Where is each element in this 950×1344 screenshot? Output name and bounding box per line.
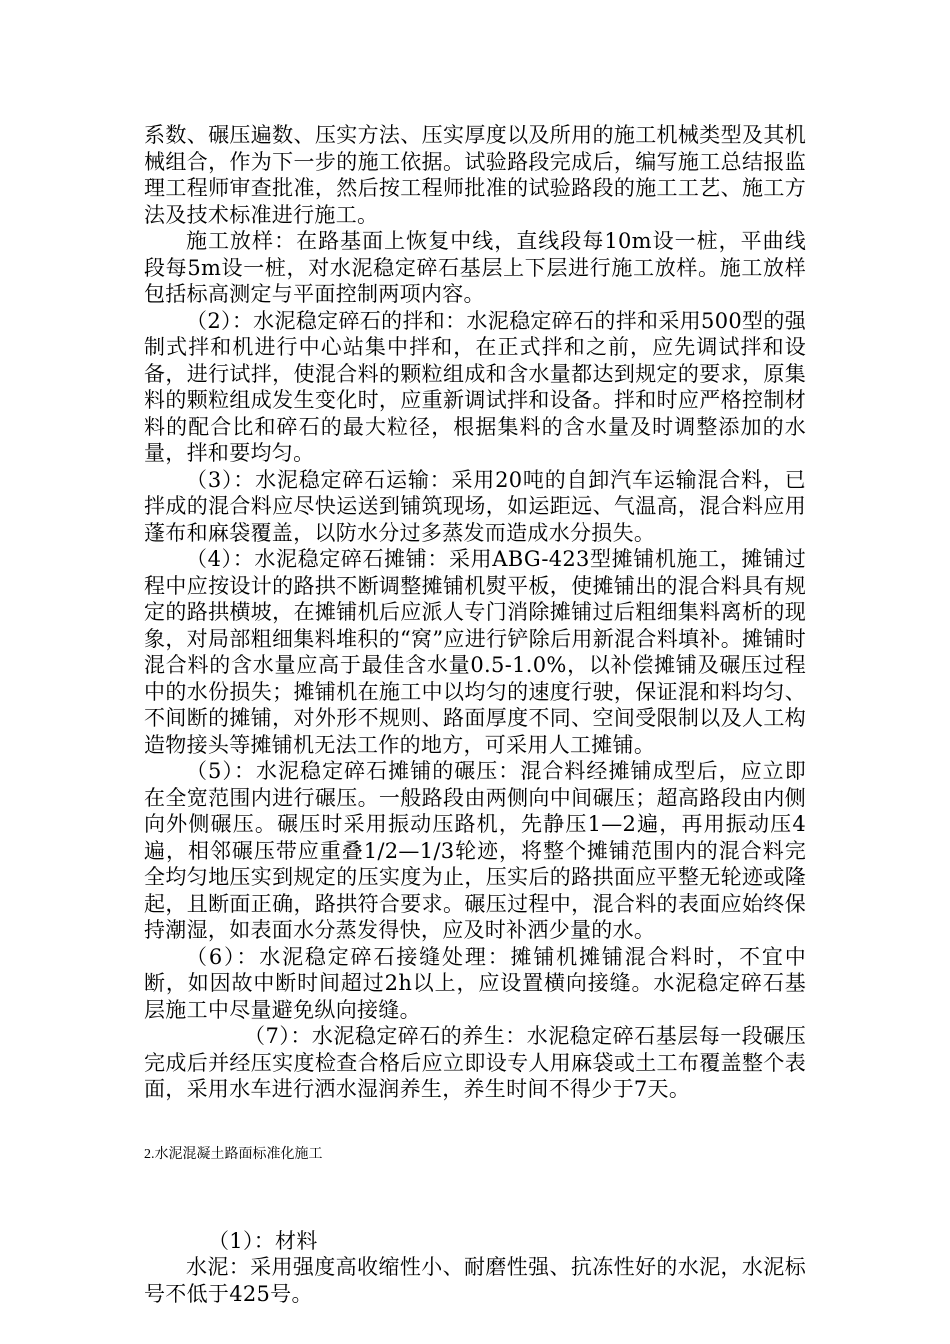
paragraph-test-section-summary: 系数、碾压遍数、压实方法、压实厚度以及所用的施工机械类型及其机械组合，作为下一步的施工依据。试验路段完成后，编写施工总结报监理工程师审查批准，然后按工程师批准的试验路段的施工工艺、施工方法及技术标准进行施工。 (144, 123, 806, 227)
section-heading: 2.水泥混凝土路面标准化施工 (144, 1146, 323, 1162)
paragraph-joint-treatment: （6）：水泥稳定碎石接缝处理：摊铺机摊铺混合料时，不宜中断，如因故中断时间超过2h以上，应设置横向接缝。水泥稳定碎石基层施工中尽量避免纵向接缝。 (144, 944, 806, 1022)
paragraph-cement: 水泥：采用强度高收缩性小、耐磨性强、抗冻性好的水泥，水泥标号不低于425号。 (144, 1255, 806, 1306)
document-page (144, 122, 806, 1307)
paragraph-mixing: （2）：水泥稳定碎石的拌和：水泥稳定碎石的拌和采用500型的强制式拌和机进行中心站集中拌和，在正式拌和之前，应先调试拌和设备，进行试拌，使混合料的颗粒组成和含水量都达到规定的要求，原集料的颗粒组成发生变化时，应重新调试拌和设备。拌和时应严格控制材料的配合比和碎石的最大粒径，根据集料的含水量及时调整添加的水量，拌和要均匀。 (144, 308, 806, 465)
paragraph-construction-setout: 施工放样：在路基面上恢复中线，直线段每10m设一桩，平曲线段每5m设一桩，对水泥稳定碎石基层上下层进行施工放样。施工放样包括标高测定与平面控制两项内容。 (144, 229, 806, 306)
paragraph-compaction: （5）：水泥稳定碎石摊铺的碾压：混合料经摊铺成型后，应立即在全宽范围内进行碾压。一般路段由两侧向中间碾压；超高路段由内侧向外侧碾压。碾压时采用振动压路机，先静压1—2遍，再用振动压4遍，相邻碾压带应重叠1/2—1/3轮迹，将整个摊铺范围内的混合料完全均匀地压实到规定的压实度为止，压实后的路拱面应平整无轮迹或隆起，且断面正确，路拱符合要求。碾压过程中，混合料的表面应始终保持潮湿，如表面水分蒸发得快，应及时补洒少量的水。 (144, 759, 806, 942)
paragraph-curing: （7）：水泥稳定碎石的养生：水泥稳定碎石基层每一段碾压完成后并经压实度检查合格后应立即设专人用麻袋或土工布覆盖整个表面，采用水车进行洒水湿润养生，养生时间不得少于7天。 (144, 1024, 806, 1101)
paragraph-paving: （4）：水泥稳定碎石摊铺：采用ABG-423型摊铺机施工，摊铺过程中应按设计的路拱不断调整摊铺机熨平板，使摊铺出的混合料具有规定的路拱横坡，在摊铺机后应派人专门消除摊铺过后粗细集料离析的现象，对局部粗细集料堆积的“窝”应进行铲除后用新混合料填补。摊铺时混合料的含水量应高于最佳含水量0.5-1.0%，以补偿摊铺及碾压过程中的水份损失；摊铺机在施工中以均匀的速度行驶，保证混和料均匀、不间断的摊铺，对外形不规则、路面厚度不同、空间受限制以及人工构造物接头等摊铺机无法工作的地方，可采用人工摊铺。 (144, 547, 806, 757)
sub-heading-materials: （1）：材料 (208, 1228, 318, 1253)
paragraph-transport: （3）：水泥稳定碎石运输：采用20吨的自卸汽车运输混合料，已拌成的混合料应尽快运送到铺筑现场，如运距远、气温高，混合料应用蓬布和麻袋覆盖，以防水分过多蒸发而造成水分损失。 (144, 467, 806, 545)
